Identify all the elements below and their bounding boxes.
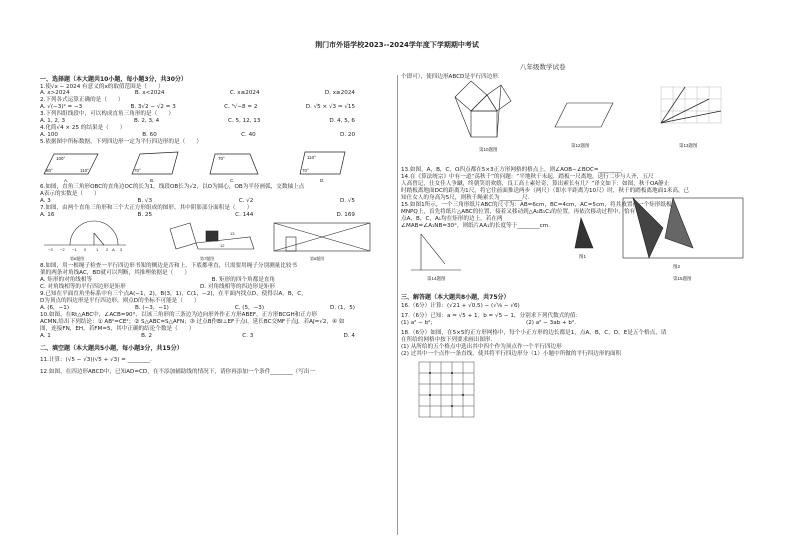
option: B. 2 <box>141 333 153 340</box>
left-column <box>40 74 395 376</box>
question-9: 9.已知在平面直角坐标系中有三个点A(−1，2)，B(3，1)，C(1，−2)，在平面内找点D，使得以A，B，C， <box>40 291 307 298</box>
question-17: 17.（6分）已知：a = √5 + 1，b = √5 − 1，分别求下列代数式的值： <box>401 313 582 320</box>
section-solve-heading: 三、解答题（本大题共8小题，共75分） <box>401 293 510 301</box>
section-fill-heading: 二、填空题（本大题共5小题，每小题3分，共15分） <box>40 345 183 353</box>
option: B. √3 <box>137 198 153 205</box>
parallelogram-abcd <box>555 103 613 127</box>
option: D. x≥2024 <box>324 90 355 97</box>
question-12: 12.如图，在四边形ABCD中，已知AD=CD，在不添加辅助线的情况下，请你再添加一个条件________（写出一 <box>40 368 316 375</box>
option: B. 25 <box>137 212 153 219</box>
angle-label: 70° <box>134 168 141 174</box>
figure-15-label-2: 图2 <box>673 263 681 269</box>
question-9-cont: D为顶点的四边形是平行四边形，则点D的坐标不可能是（ ） <box>40 298 200 305</box>
question-10-cont: ACMN,给出下列结论：① AB²=CE²；② S△ABC=S△AFN；③ 过点B作BI⊥EF于点I，延长BC交MF于点J，若AJ=√2，④ 如 <box>40 319 345 326</box>
figure-6-caption: 第6题图 <box>70 256 85 262</box>
tick-label: A <box>112 247 115 253</box>
grid-point-c <box>429 394 431 396</box>
question-4: 4.化简√4 × 25 的结果是（ ） <box>40 125 126 132</box>
question-5-figures <box>40 146 395 184</box>
figures-10-12-13 <box>401 81 756 167</box>
sub-question: (1) a² − b²； <box>401 320 437 327</box>
length-label: 12 <box>220 243 225 249</box>
question-6: 6.如图，直角三角形OBC的直角边OC的长为1，线段OB长为√2，以O为圆心，OB为半径画弧，交数轴上点 <box>40 184 305 191</box>
question-8: 8.如图，用一根绳子检查一平行四边形书架的侧边是否和上、下底都垂直，只需要用绳子分别测量比较书 <box>40 263 298 270</box>
question-18-part1: (1) 从所给的五个格点中选出其中四个作为顶点作一个平行四边形 <box>401 344 562 351</box>
angle-label: 110° <box>80 168 89 174</box>
option: C. √2 <box>238 198 254 205</box>
question-15-cont3: ∠MAB=∠A₁NB=30°，则纸片AA₁的长度等于________cm. <box>401 222 550 229</box>
grid <box>661 87 721 123</box>
option: B. 矩形的四个角都是直角 <box>211 277 275 284</box>
figure-label: B. <box>150 178 155 184</box>
grid-point-a <box>429 372 431 374</box>
figures-10-12-13-svg <box>401 81 756 167</box>
hypotenuse <box>94 233 104 245</box>
book <box>286 237 296 251</box>
figure-label: C. <box>230 178 235 184</box>
figure-14 <box>401 230 521 282</box>
triangle <box>196 237 254 249</box>
figure-13-caption: 第13题图 <box>679 142 698 148</box>
option: A. 1 <box>40 333 51 340</box>
figure-7-caption: 第7题图 <box>200 256 215 262</box>
option: C. 3 <box>242 333 254 340</box>
question-15-cont2: 点A，B，C，A₁均在矩形的边上，若在两 <box>401 215 503 222</box>
option: B. (−3，−1) <box>135 305 169 312</box>
option: D. 对角线相等的四边形是矩形 <box>200 284 275 291</box>
option: C. x≤2024 <box>229 90 260 97</box>
question-18-part2: (2) 过其中一个点作一条直线，使其将平行四边形分（1）小题中所做的平行四边形的面积 <box>401 351 622 358</box>
question-10-options <box>40 333 395 340</box>
option: C. 5, 12, 13 <box>228 118 261 125</box>
option: D. 169 <box>336 212 355 219</box>
figures-6-7-8-svg <box>40 219 395 263</box>
angle-label: 70° <box>302 168 309 174</box>
question-12-cont: 个即可），使四边形ABCD是平行四边形. <box>401 74 500 80</box>
square-acmn <box>471 111 497 137</box>
option: A. √(−3)² = −3 <box>40 104 83 111</box>
question-7-options <box>40 212 395 219</box>
option: B. 2, 3, 4 <box>133 118 160 125</box>
figure-15-label-1: 图1 <box>579 253 587 259</box>
grid-point-e <box>451 405 453 407</box>
option: A. (6，−1) <box>40 305 70 312</box>
exam-subtitle: 八年级数学试卷 <box>520 63 566 71</box>
angle-label: 100° <box>56 156 66 162</box>
question-13: 13.如图，A，B，C，O四点都在5×3正方形网格的格点上，则∠AOB−∠BOC=________. <box>401 166 623 173</box>
question-11: 11.计算：(√5 − √3)(√5 + √3) = ________. <box>40 356 152 363</box>
tick-label: −3 <box>48 247 53 253</box>
square-left <box>170 223 196 249</box>
figures-6-7-8 <box>40 219 395 263</box>
option: B. 3√2 − √2 = 3 <box>130 104 176 111</box>
option: C. 40 <box>241 132 256 139</box>
question-15-block <box>401 202 756 292</box>
angle-label: 110° <box>307 155 316 161</box>
length-label: 13 <box>230 231 235 237</box>
column-divider <box>397 75 398 535</box>
tick-label: 3 <box>120 247 123 253</box>
tick-label: −2 <box>60 247 65 253</box>
tick-label: 1 <box>96 247 99 253</box>
angle-label: 70° <box>218 156 225 162</box>
section-choice-heading: 一、选择题（本大题共10小题，每小题3分，共30分） <box>40 76 187 83</box>
question-8-cont: 架的两条对角线AC，BD就可以判断，其推理依据是（ ） <box>40 270 191 277</box>
option: C. (5，−3) <box>234 305 265 312</box>
figure-12-caption: 第12题图 <box>571 142 590 148</box>
option: B. x<2024 <box>134 90 165 97</box>
parallelogram-figures <box>40 146 395 184</box>
question-14-cont: 人高曾记，仕女佳人争蹴，终朝笑语欢嬉，良工高士素好奇，算出索长有几？”译文如下：如图，秋千OA静止 <box>401 180 670 187</box>
option: A. 16 <box>40 212 55 219</box>
figure-10-caption: 第10题图 <box>479 146 498 152</box>
sub-question: (2) a² − 3ab + b². <box>526 320 576 327</box>
triangle-abc <box>471 95 497 111</box>
question-1: 1.使√x − 2024 有意义的x的取值范围是（ ） <box>40 83 164 90</box>
figure-label: A. <box>64 178 69 184</box>
tick-label: −1 <box>72 247 77 253</box>
option: D. 4, 5, 6 <box>329 118 355 125</box>
exam-title: 荆门市外语学校2023--2024学年度下学期期中考试 <box>315 41 479 49</box>
question-17-parts <box>401 320 756 327</box>
question-15: 15.如图1所示，一个三角形纸片ABC的尺寸为：AB=6cm，BC=4cm，AC=5cm，将其放置在一个矩形纸板 <box>401 201 672 208</box>
question-7: 7.如图，由两个直角三角形和三个大正方形组成的图形，其中阴影部分面积是（ ） <box>40 205 253 212</box>
triangle-fig1 <box>575 218 593 248</box>
figure-15-caption: 第15题图 <box>673 275 692 281</box>
option: A. x>2024 <box>40 90 70 97</box>
option: C. 144 <box>235 212 254 219</box>
grid-point-d <box>462 394 464 396</box>
question-10-cont2: 图，连接FN，EH，若FM=5，其中正确的结论个数是（ ） <box>40 326 195 333</box>
option: D. 20 <box>340 132 355 139</box>
grid-5x5 <box>417 360 477 422</box>
grid-point-b <box>451 372 453 374</box>
question-10: 10.如图，在Rt△ABC中，∠ACB=90°，以该三角形的三条边为边向形外作正方形ABEF，正方形BCGH和正方形 <box>40 312 318 319</box>
square-abef <box>455 81 487 111</box>
option: D. 4 <box>343 333 355 340</box>
question-2: 2.下列各式运算正确的是（ ） <box>40 97 124 104</box>
question-3: 3.下列四组线段中，可以构成直角三角形的是（ ） <box>40 111 174 118</box>
right-column <box>401 74 756 422</box>
tick-label: 2 <box>106 247 109 253</box>
question-16: 16.（6分）计算：(√21 + √0.5) − (√⅛ − √6) <box>401 303 520 310</box>
tick-label: 0 <box>84 247 87 253</box>
question-14-cont3: 知仕女人的身高为5尺，则秋千绳索长为________尺. <box>401 194 530 201</box>
option: A. 矩形的对角线相等 <box>40 277 93 284</box>
angle-label: 80° <box>46 168 53 174</box>
figure-15 <box>573 188 756 288</box>
option: D. (1，5) <box>330 305 355 312</box>
option: A. 100 <box>40 132 58 139</box>
option: C. ³√−8 = 2 <box>224 104 258 111</box>
option: A. 1, 2, 3 <box>40 118 66 125</box>
question-6-cont: A表示的实数是（ ） <box>40 191 100 198</box>
option: C. 对角线相等的平行四边形是矩形 <box>40 284 126 291</box>
question-14: 14.在《算法统宗》中有一道“荡秋千”的问题：“平地秋千未起，踏板一尺离地，送行二步与人齐，五尺 <box>401 173 654 180</box>
option: B. 60 <box>142 132 157 139</box>
question-18-cont: 在所给的网格中按下列要求画出图形. <box>401 337 493 344</box>
option: A. 3 <box>40 198 51 205</box>
figure-8-caption: 第8题图 <box>310 256 325 262</box>
question-18: 18.（6分）如图，在5×5的正方形网格中，每个小正方形的边长都是1，点A，B，C，D，E是五个格点，请 <box>401 330 667 337</box>
option: D. √5 <box>339 198 355 205</box>
shaded-square <box>206 231 218 241</box>
figure-label: D. <box>320 178 325 184</box>
question-14-cont2: 时踏板离地面DC的距离为1尺，将它往前面推送两步（两尺）（即水平距离为10尺）时，秋千的踏板离地面1米高，已 <box>401 187 690 194</box>
figure-14-caption: 第14题图 <box>427 275 446 281</box>
question-15-cont: MNPQ上，首先将纸片△ABC的位置，接着又移动到△A₁B₁C₁的位置，再依次移动过程中，恰有 <box>401 208 636 215</box>
option: D. √5 × √3 = √15 <box>305 104 355 111</box>
question-5: 5.依据图中所标数据，下列四边形一定为平行四边形的是（ ） <box>40 139 202 146</box>
